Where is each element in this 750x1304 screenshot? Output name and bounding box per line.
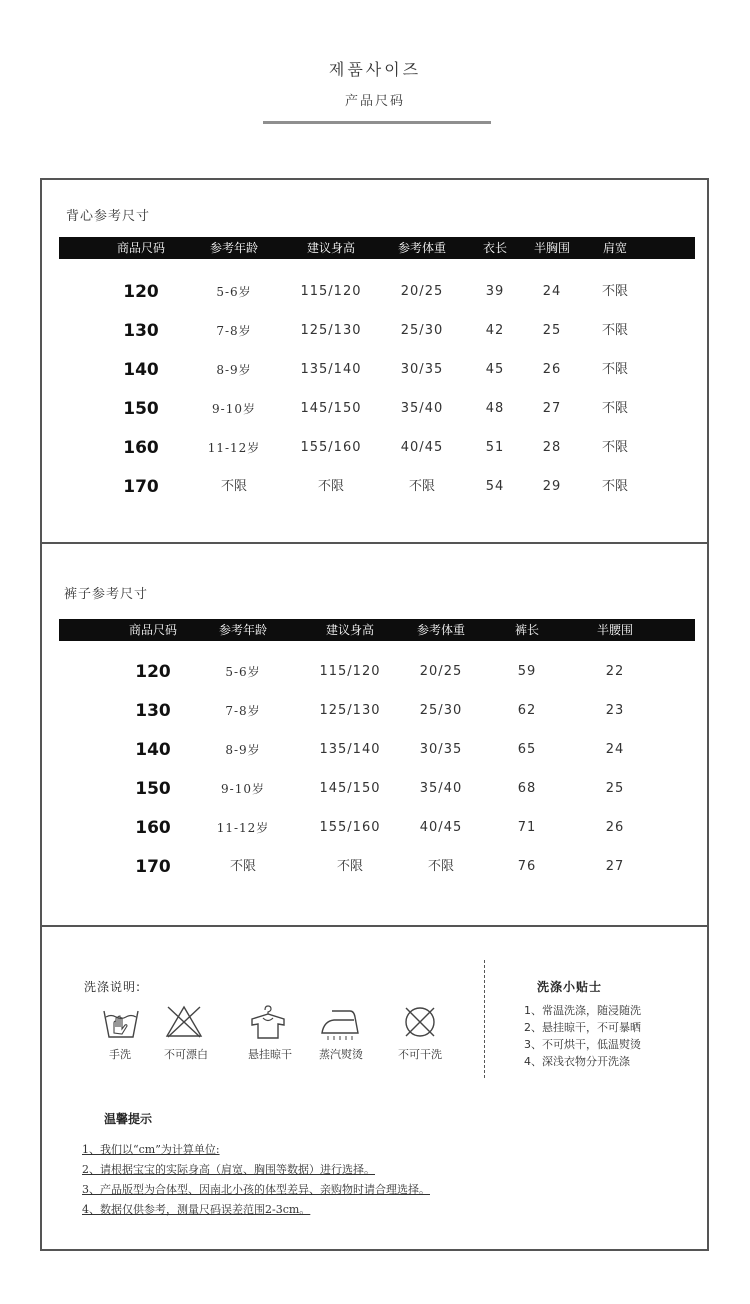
table-cell: 不限 [336,859,364,874]
section-divider-2 [40,925,709,927]
table-cell: 8-9岁 [225,743,261,757]
column-header: 参考年龄 [218,623,268,637]
table-cell: 9-10岁 [221,782,265,796]
header-title-korean: 제품사이즈 [328,60,422,79]
table-cell: 不限 [601,401,629,416]
table-cell: 35/40 [400,401,444,416]
icon-label-hang-dry: 悬挂晾干 [248,1048,292,1061]
table-cell: 135/140 [319,742,381,757]
table-cell: 35/40 [419,781,463,796]
table-cell: 22 [605,664,625,679]
vest-section-title: 背心参考尺寸 [66,209,151,224]
table-cell: 62 [517,703,537,718]
size-cell: 120 [123,282,159,302]
table-cell: 7-8岁 [216,324,252,338]
table-cell: 29 [542,479,562,494]
no-dry-clean-icon [400,1003,440,1041]
table-cell: 59 [517,664,537,679]
column-header: 衣长 [482,241,508,255]
notice-item: 4、数据仅供参考，测量尺码误差范围2-3cm。 [82,1203,311,1216]
table-cell: 不限 [601,440,629,455]
notice-item: 2、请根据宝宝的实际身高（肩宽、胸围等数据）进行选择。 [82,1163,375,1176]
table-cell: 155/160 [319,820,381,835]
table-cell: 9-10岁 [212,402,256,416]
column-header: 建议身高 [306,241,356,255]
table-cell: 145/150 [319,781,381,796]
table-cell: 26 [542,362,562,377]
icon-label-steam-iron: 蒸汽熨烫 [319,1048,363,1061]
notice-item: 3、产品版型为合体型、因南北小孩的体型差异、亲购物时请合理选择。 [82,1183,430,1196]
icon-label-no-bleach: 不可漂白 [164,1048,208,1061]
column-header: 商品尺码 [128,623,178,637]
table-cell: 65 [517,742,537,757]
table-cell: 24 [542,284,562,299]
table-cell: 71 [517,820,537,835]
table-cell: 11-12岁 [207,441,261,455]
size-cell: 140 [123,360,159,380]
table-cell: 20/25 [419,664,463,679]
column-header: 参考体重 [416,623,466,637]
table-cell: 20/25 [400,284,444,299]
size-cell: 160 [123,438,159,458]
column-header: 参考体重 [397,241,447,255]
notice-item: 1、我们以“cm”为计算单位: [82,1143,220,1156]
table-cell: 25 [605,781,625,796]
size-cell: 160 [135,818,171,838]
table-cell: 不限 [601,362,629,377]
table-cell: 155/160 [300,440,362,455]
hang-dry-icon [248,1003,288,1041]
table-cell: 8-9岁 [216,363,252,377]
column-header: 参考年龄 [209,241,259,255]
pants-table-header [59,619,695,641]
table-cell: 不限 [427,859,455,874]
pants-section-title: 裤子参考尺寸 [64,587,149,602]
size-cell: 130 [135,701,171,721]
column-header: 半腰围 [596,623,634,637]
column-header: 半胸围 [533,241,571,255]
table-cell: 68 [517,781,537,796]
table-cell: 不限 [229,859,257,874]
table-cell: 125/130 [319,703,381,718]
table-cell: 7-8岁 [225,704,261,718]
table-cell: 30/35 [419,742,463,757]
size-cell: 150 [135,779,171,799]
table-cell: 不限 [601,284,629,299]
column-header: 商品尺码 [116,241,166,255]
table-cell: 26 [605,820,625,835]
table-cell: 145/150 [300,401,362,416]
size-cell: 130 [123,321,159,341]
icon-label-hand-wash: 手洗 [109,1048,131,1061]
table-cell: 48 [485,401,505,416]
table-cell: 76 [517,859,537,874]
column-header: 建议身高 [325,623,375,637]
table-cell: 45 [485,362,505,377]
table-cell: 5-6岁 [225,665,261,679]
table-cell: 125/130 [300,323,362,338]
table-cell: 27 [605,859,625,874]
steam-iron-icon [320,1003,360,1041]
header-divider [263,121,491,124]
size-cell: 170 [135,857,171,877]
table-cell: 42 [485,323,505,338]
table-cell: 不限 [601,323,629,338]
washing-tips-divider [484,960,485,1078]
section-divider-1 [40,542,709,544]
table-cell: 23 [605,703,625,718]
washing-title: 洗涤说明: [84,980,142,994]
table-cell: 39 [485,284,505,299]
table-cell: 51 [485,440,505,455]
table-cell: 不限 [408,479,436,494]
icon-label-no-dry-clean: 不可干洗 [398,1048,442,1061]
table-cell: 28 [542,440,562,455]
no-bleach-icon [164,1003,204,1041]
table-cell: 115/120 [300,284,362,299]
column-header: 肩宽 [602,241,628,255]
table-cell: 11-12岁 [216,821,270,835]
size-cell: 120 [135,662,171,682]
table-cell: 40/45 [419,820,463,835]
size-cell: 140 [135,740,171,760]
table-cell: 27 [542,401,562,416]
table-cell: 25/30 [400,323,444,338]
table-cell: 54 [485,479,505,494]
washing-tip: 4、深浅衣物分开洗涤 [524,1055,630,1068]
washing-tips-title: 洗涤小贴士 [537,980,603,994]
size-cell: 170 [123,477,159,497]
table-cell: 115/120 [319,664,381,679]
table-cell: 25/30 [419,703,463,718]
table-cell: 135/140 [300,362,362,377]
table-cell: 40/45 [400,440,444,455]
table-cell: 不限 [220,479,248,494]
notice-title: 温馨提示 [104,1112,153,1126]
washing-tip: 1、常温洗涤，随浸随洗 [524,1004,641,1017]
washing-tip: 2、悬挂晾干，不可暴晒 [524,1021,641,1034]
header-title-chinese: 产品尺码 [344,94,405,109]
size-cell: 150 [123,399,159,419]
table-cell: 不限 [317,479,345,494]
table-cell: 30/35 [400,362,444,377]
vest-table-header [59,237,695,259]
table-cell: 25 [542,323,562,338]
table-cell: 不限 [601,479,629,494]
column-header: 裤长 [514,623,540,637]
washing-tip: 3、不可烘干，低温熨烫 [524,1038,641,1051]
hand-wash-icon [101,1003,141,1041]
table-cell: 5-6岁 [216,285,252,299]
table-cell: 24 [605,742,625,757]
